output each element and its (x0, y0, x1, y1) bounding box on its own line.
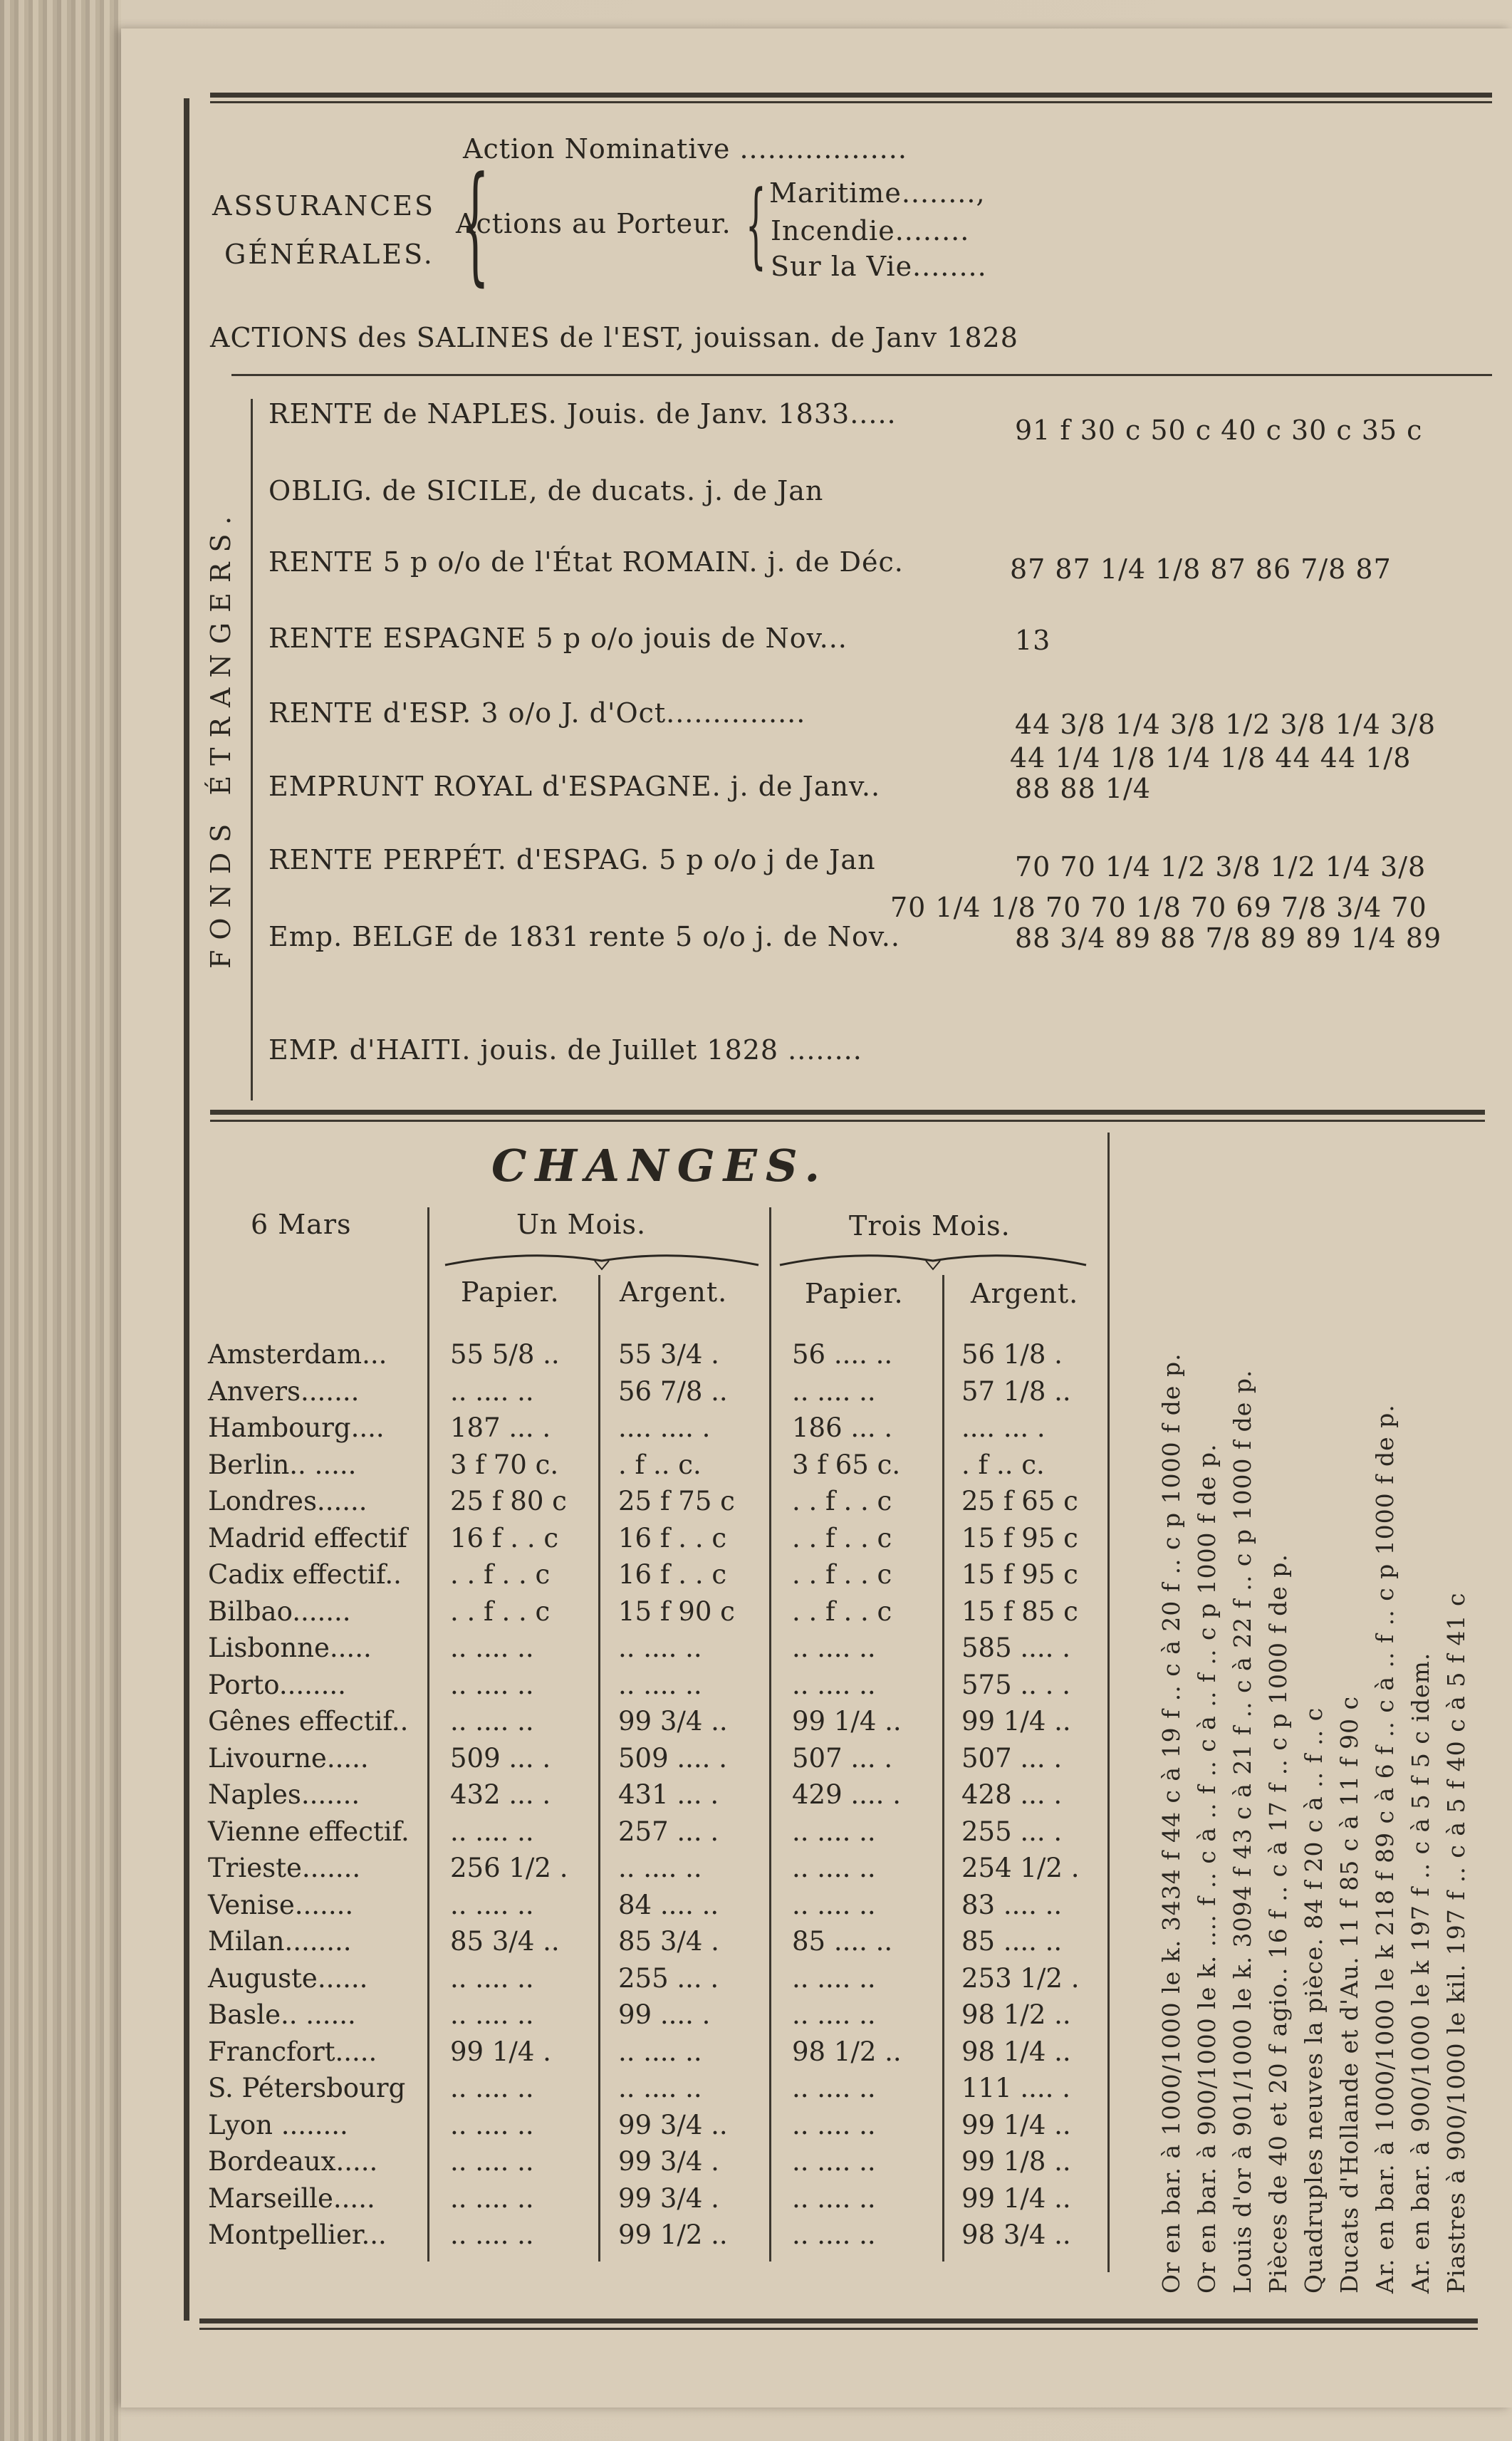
top-rule-thin (210, 101, 1492, 103)
metal-price-line: Or en bar. à 900/1000 le k. .... f .. c à .. f .. c à .. f .. c p 1000 f de p. (1193, 1443, 1221, 2294)
exchange-city: Anvers....... (208, 1375, 360, 1407)
fonds-row-values: 13 (1015, 625, 1051, 656)
exchange-value: 55 5/8 .. (450, 1339, 560, 1370)
exchange-value: .. .... .. (792, 1375, 876, 1407)
metal-price-line: Louis d'or à 901/1000 le k. 3094 f 43 c à 21 f .. c à 22 f .. c p 1000 f de p. (1229, 1369, 1256, 2294)
fonds-etrangers-label: FONDS ÉTRANGERS. (205, 506, 236, 969)
exchange-city: Montpellier... (208, 2219, 387, 2250)
exchange-value: .. .... .. (792, 2109, 876, 2140)
un-mois-header: Un Mois. (516, 1209, 647, 1240)
exchange-value: 575 .. . . (961, 1669, 1070, 1700)
exchange-city: Naples....... (208, 1779, 360, 1810)
exchange-value: .. .... .. (618, 1633, 702, 1663)
exchange-value: 99 3/4 .. (618, 1706, 728, 1737)
exchange-value: 255 ... . (961, 1816, 1063, 1847)
exchange-value: .. .... .. (618, 2073, 702, 2103)
exchange-value: . . f . . c (792, 1522, 892, 1553)
exchange-value: 83 .... .. (961, 1889, 1063, 1920)
sur-la-vie: Sur la Vie........ (771, 251, 987, 282)
exchange-value: 99 1/4 .. (961, 2109, 1071, 2140)
exchange-value: 257 ... . (618, 1816, 719, 1847)
exchange-value: .. .... .. (792, 1816, 876, 1847)
exchange-city: Lyon ........ (208, 2109, 348, 2140)
exchange-value: 186 ... . (792, 1412, 893, 1443)
exchange-value: .. .... .. (450, 2073, 534, 2103)
exchange-value: .. .... .. (450, 1706, 534, 1737)
exchange-value: .... .... . (618, 1412, 711, 1443)
exchange-value: 16 f . . c (618, 1522, 727, 1553)
brace-porteur: { (745, 170, 766, 279)
fonds-row-values: 87 87 1/4 1/8 87 86 7/8 87 (1010, 553, 1392, 585)
metal-price-line: Piastres à 900/1000 le kil. 197 f .. c à 5 f 40 c à 5 f 41 c (1442, 1592, 1470, 2294)
exchange-city: Francfort..... (208, 2036, 377, 2067)
bottom-rule (199, 2318, 1478, 2323)
changes-date: 6 Mars (251, 1209, 352, 1240)
exchange-value: 56 1/8 . (961, 1339, 1063, 1370)
exchange-value: 16 f . . c (450, 1522, 559, 1553)
exchange-value: 111 .... . (961, 2073, 1070, 2103)
exchange-city: Auguste...... (208, 1962, 368, 1994)
exchange-value: 25 f 75 c (618, 1486, 735, 1516)
exchange-value: 56 7/8 .. (618, 1375, 728, 1407)
fonds-row-values: 88 88 1/4 (1015, 773, 1152, 804)
fonds-row-name: RENTE ESPAGNE 5 p o/o jouis de Nov... (268, 623, 848, 654)
exchange-value: . . f . . c (792, 1596, 892, 1627)
exchange-value: .. .... .. (618, 1853, 702, 1883)
exchange-value: 16 f . . c (618, 1559, 727, 1590)
exchange-city: Londres...... (208, 1486, 367, 1516)
exchange-value: 99 3/4 .. (618, 2109, 728, 2140)
exchange-value: .. .... .. (450, 1669, 534, 1700)
exchange-value: 99 3/4 . (618, 2146, 719, 2177)
exchange-value: 507 ... . (961, 1742, 1063, 1774)
salines-rule (231, 374, 1492, 376)
fonds-row-name: Emp. BELGE de 1831 rente 5 o/o j. de Nov.. (268, 921, 900, 952)
exchange-value: . . f . . c (792, 1559, 892, 1590)
exchange-city: Porto........ (208, 1669, 346, 1700)
exchange-value: .. .... .. (792, 2146, 876, 2177)
exchange-value: .. .... .. (450, 1999, 534, 2030)
exchange-value: 55 3/4 . (618, 1339, 719, 1370)
exchange-value: 85 .... .. (792, 1926, 893, 1957)
fonds-row-name: RENTE d'ESP. 3 o/o J. d'Oct............... (268, 697, 806, 729)
exchange-value: 85 .... .. (961, 1926, 1063, 1957)
exchange-value: .. .... .. (792, 2182, 876, 2214)
metal-price-line: Or en bar. à 1000/1000 le k. 3434 f 44 c à 19 f .. c à 20 f .. c p 1000 f de p. (1157, 1353, 1185, 2294)
exchange-value: .. .... .. (792, 1889, 876, 1920)
col-line (427, 1207, 429, 2262)
exchange-city: Amsterdam... (208, 1339, 387, 1370)
exchange-value: 509 ... . (450, 1742, 551, 1774)
exchange-value: 509 .... . (618, 1742, 727, 1774)
exchange-value: 507 ... . (792, 1742, 893, 1774)
exchange-value: 99 1/4 .. (961, 1706, 1071, 1737)
exchange-value: 99 1/8 .. (961, 2146, 1071, 2177)
exchange-value: .. .... .. (450, 1816, 534, 1847)
exchange-value: 98 1/4 .. (961, 2036, 1071, 2067)
assurances-label-1: ASSURANCES (212, 190, 436, 222)
exchange-value: .. .... .. (618, 1669, 702, 1700)
fonds-row-values-cont: 44 1/4 1/8 1/4 1/8 44 44 1/8 (1010, 742, 1412, 774)
actions-porteur: Actions au Porteur. (456, 208, 731, 239)
exchange-value: 99 .... . (618, 1999, 711, 2030)
exchange-value: .. .... .. (792, 2219, 876, 2250)
exchange-city: Trieste....... (208, 1853, 361, 1883)
exchange-value: . . f . . c (450, 1559, 551, 1590)
salines-line: ACTIONS des SALINES de l'EST, jouissan. de Janv 1828 (210, 322, 1018, 353)
page-edges (0, 0, 121, 2441)
incendie: Incendie........ (771, 215, 970, 246)
fonds-row-name: RENTE de NAPLES. Jouis. de Janv. 1833..... (268, 398, 897, 430)
exchange-city: Gênes effectif.. (208, 1706, 409, 1737)
exchange-value: . f .. c. (618, 1449, 702, 1480)
exchange-value: 99 1/2 .. (618, 2219, 728, 2250)
swash-trois-mois (776, 1245, 1090, 1274)
exchange-value: 98 3/4 .. (961, 2219, 1071, 2250)
exchange-city: Lisbonne..... (208, 1633, 372, 1663)
exchange-value: 15 f 95 c (961, 1559, 1078, 1590)
fonds-divider (251, 399, 253, 1100)
exchange-value: 3 f 70 c. (450, 1449, 559, 1480)
fonds-row-values: 88 3/4 89 88 7/8 89 89 1/4 89 (1015, 922, 1442, 954)
maritime: Maritime........, (769, 177, 986, 209)
metal-price-line: Pièces de 40 et 20 f agio.. 16 f .. c à 17 f .. c p 1000 f de p. (1264, 1553, 1292, 2294)
exchange-value: 56 .... .. (792, 1339, 893, 1370)
exchange-city: Marseille..... (208, 2182, 375, 2214)
swash-un-mois (442, 1245, 762, 1274)
bottom-rule-thin (199, 2328, 1478, 2330)
exchange-city: Bilbao....... (208, 1596, 351, 1627)
trois-mois-header: Trois Mois. (849, 1210, 1011, 1242)
exchange-value: 431 ... . (618, 1779, 719, 1810)
exchange-value: 99 3/4 . (618, 2182, 719, 2214)
exchange-value: .. .... .. (618, 2036, 702, 2067)
exchange-value: 3 f 65 c. (792, 1449, 901, 1480)
exchange-value: 256 1/2 . (450, 1853, 568, 1883)
exchange-city: Milan........ (208, 1926, 352, 1957)
exchange-city: Cadix effectif.. (208, 1559, 402, 1590)
argent-header: Argent. (971, 1278, 1079, 1309)
exchange-value: 98 1/2 .. (792, 2036, 902, 2067)
fonds-row-values: 44 3/8 1/4 3/8 1/2 3/8 1/4 3/8 (1015, 709, 1437, 740)
exchange-value: 99 1/4 . (450, 2036, 551, 2067)
exchange-value: . f .. c. (961, 1449, 1045, 1480)
metal-price-line: Ar. en bar. à 900/1000 le k 197 f .. c à 5 f 5 c idem. (1407, 1652, 1434, 2294)
exchange-value: 15 f 85 c (961, 1596, 1078, 1627)
exchange-value: 84 .... .. (618, 1889, 719, 1920)
exchange-value: .. .... .. (792, 1999, 876, 2030)
exchange-city: S. Pétersbourg (208, 2073, 406, 2103)
fonds-row-name: EMP. d'HAITI. jouis. de Juillet 1828 ........ (268, 1034, 862, 1066)
fonds-row-values-cont: 70 1/4 1/8 70 70 1/8 70 69 7/8 3/4 70 (890, 892, 1427, 923)
assurances-label-2: GÉNÉRALES. (224, 239, 434, 270)
exchange-value: .. .... .. (792, 2073, 876, 2103)
action-nominative: Action Nominative .................. (463, 133, 907, 165)
changes-title: CHANGES. (491, 1140, 829, 1192)
exchange-value: .. .... .. (450, 2109, 534, 2140)
exchange-value: .. .... .. (450, 1962, 534, 1994)
exchange-city: Berlin.. ..... (208, 1449, 357, 1480)
exchange-value: .. .... .. (792, 1669, 876, 1700)
exchange-value: . . f . . c (792, 1486, 892, 1516)
fonds-row-values: 70 70 1/4 1/2 3/8 1/2 1/4 3/8 (1015, 851, 1427, 883)
exchange-value: .. .... .. (450, 1889, 534, 1920)
exchange-value: 25 f 65 c (961, 1486, 1078, 1516)
exchange-value: 57 1/8 .. (961, 1375, 1071, 1407)
fonds-row-name: RENTE PERPÉT. d'ESPAG. 5 p o/o j de Jan (268, 844, 876, 875)
exchange-value: 98 1/2 .. (961, 1999, 1071, 2030)
exchange-value: 255 ... . (618, 1962, 719, 1994)
argent-header: Argent. (620, 1276, 728, 1308)
fonds-row-name: RENTE 5 p o/o de l'État ROMAIN. j. de Déc. (268, 546, 904, 578)
frame-left (184, 98, 189, 2321)
exchange-value: .. .... .. (450, 1633, 534, 1663)
col-line (1107, 1133, 1110, 2272)
changes-top-rule (210, 1110, 1485, 1115)
exchange-city: Vienne effectif. (208, 1816, 410, 1847)
metal-price-line: Ar. en bar. à 1000/1000 le k 218 f 89 c à 6 f .. c à .. f .. c p 1000 f de p. (1371, 1404, 1399, 2294)
metal-price-line: Ducats d'Hollande et d'Au. 11 f 85 c à 11 f 90 c (1335, 1695, 1363, 2294)
col-line (598, 1275, 600, 2262)
top-rule (210, 93, 1492, 98)
exchange-value: 99 1/4 .. (961, 2182, 1071, 2214)
exchange-value: 85 3/4 . (618, 1926, 719, 1957)
exchange-city: Livourne..... (208, 1742, 369, 1774)
fonds-row-name: OBLIG. de SICILE, de ducats. j. de Jan (268, 475, 824, 506)
brace-assurances: { (461, 150, 490, 298)
exchange-value: 15 f 95 c (961, 1522, 1078, 1553)
exchange-value: . . f . . c (450, 1596, 551, 1627)
exchange-value: 187 ... . (450, 1412, 551, 1443)
exchange-value: 254 1/2 . (961, 1853, 1080, 1883)
exchange-city: Madrid effectif (208, 1522, 407, 1553)
changes-top-rule-thin (210, 1120, 1485, 1122)
fonds-row-values: 91 f 30 c 50 c 40 c 30 c 35 c (1015, 415, 1423, 446)
exchange-city: Venise....... (208, 1889, 354, 1920)
exchange-value: .. .... .. (792, 1853, 876, 1883)
exchange-value: .... ... . (961, 1412, 1046, 1443)
exchange-value: 428 ... . (961, 1779, 1063, 1810)
fonds-row-name: EMPRUNT ROYAL d'ESPAGNE. j. de Janv.. (268, 771, 881, 802)
exchange-value: 85 3/4 .. (450, 1926, 560, 1957)
exchange-city: Basle.. ...... (208, 1999, 356, 2030)
exchange-city: Bordeaux..... (208, 2146, 378, 2177)
exchange-value: .. .... .. (450, 2219, 534, 2250)
exchange-value: 432 ... . (450, 1779, 551, 1810)
exchange-value: 15 f 90 c (618, 1596, 735, 1627)
metal-price-line: Quadruples neuves la pièce. 84 f 20 c à .. f .. c (1300, 1707, 1328, 2294)
exchange-value: 25 f 80 c (450, 1486, 567, 1516)
exchange-value: .. .... .. (792, 1633, 876, 1663)
exchange-value: 99 1/4 .. (792, 1706, 902, 1737)
exchange-value: 585 .... . (961, 1633, 1070, 1663)
exchange-value: .. .... .. (450, 2182, 534, 2214)
exchange-value: .. .... .. (792, 1962, 876, 1994)
exchange-city: Hambourg.... (208, 1412, 385, 1443)
exchange-value: 253 1/2 . (961, 1962, 1080, 1994)
exchange-value: 429 .... . (792, 1779, 901, 1810)
papier-header: Papier. (461, 1276, 560, 1308)
papier-header: Papier. (805, 1278, 904, 1309)
exchange-value: .. .... .. (450, 1375, 534, 1407)
col-line (769, 1207, 771, 2262)
col-line (942, 1275, 944, 2262)
exchange-value: .. .... .. (450, 2146, 534, 2177)
